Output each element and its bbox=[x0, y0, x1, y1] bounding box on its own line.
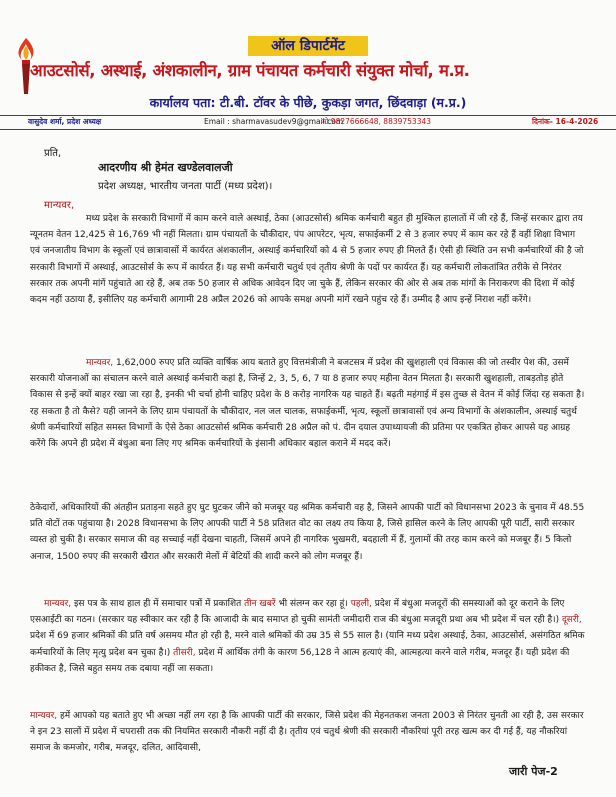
paragraph-4-text-e: प्रदेश में आर्थिक तंगी के कारण 56,128 ने आत्म हत्याएं की, आत्महत्या करने वाले गरीब, मजदूर हैं। यही प्रदेश की हकीकत है, जिसे बहुत समय तक दबाया नहीं जा सकता। bbox=[30, 647, 570, 674]
recipient-title: प्रदेश अध्यक्ष, भारतीय जनता पार्टी (मध्य प्रदेश)। bbox=[98, 181, 273, 192]
second-label: दूसरी, bbox=[561, 615, 582, 626]
third-label: तीसरी, bbox=[173, 647, 196, 658]
paragraph-3: ठेकेदारों, अधिकारियों की अंतहीन प्रताड़ना सहते हुए घुट घुटकर जीने को मजबूर यह श्रमिक कर्मचारी वह है, जिसने आपकी पार्टी को विधानसभा 2023 के चुनाव में 48.55 प्रति वोटों तक पहुंचाया है। 2028 विधानसभा के लिए आपकी पार्टी ने 58 प्रतिशत वोट का लक्ष्य तय किया है, जिसे हासिल करने के लिए आपकी पूरी पार्टी, सारी सरकार व्यस्त हो चुकी है। सरकार समाज की वह सच्चाई नहीं देखना चाहती, जिसमें अपने ही नागरिक भुखमरी, बदहाली में हैं, गुलामों की तरह काम करने को मजबूर हैं। 5 किलो अनाज, 1500 रुपए की सरकारी खैरात और सरकारी मेलों में बेटियों की शादी करने को लोग मजबूर हैं। bbox=[30, 503, 585, 562]
paragraph-1: मध्य प्रदेश के सरकारी विभागों में काम करने वाले अस्थाई, ठेका (आउटसोर्स) श्रमिक कर्मचारी बहुत ही मुश्किल हालातों में जी रहे हैं, जिन्हें सरकार द्वारा तय न्यूनतम वेतन 12,425 से 16,769 भी नहीं मिलता। ग्राम पंचायतों के चौकीदार, पंप आपरेटर, भृत्य, सफाईकर्मी 2 से 3 हजार रुपए में काम कर रहे हैं वहीं शिक्षा विभाग एवं जनजातीय विभाग के स्कूलों एवं छात्रावासों में कार्यरत अंशकालीन, अस्थाई कर्मचारियों को 4 से 5 हजार रुपए ही मिलते हैं। ऐसी ही स्थिति उन सभी कर्मचारियों की है जो सरकारी विभागों में अस्थाई, आउटसोर्स के रूप में कार्यरत हैं। यह सभी कर्मचारी चतुर्थ एवं तृतीय श्रेणी के पदों पर कार्यरत हैं। यह कर्मचारी लोकतांत्रित तरीके से निरंतर सरकार तक अपनी मांगें पहुंचाते आ रहे हैं, अब तक 50 हजार से अधिक आवेदन दिए जा चुके हैं, लेकिन सरकार की ओर से अब तक मांगों के निराकरण की दिशा में कोई कदम नहीं उठाया हैं, इसीलिए यह कर्मचारी आगामी 28 अप्रैल 2026 को आपके समक्ष अपनी मांगें रखने पहुंच रहे हैं। उम्मीद है आप इन्हें निराश नहीं करेंगे। bbox=[30, 214, 584, 306]
paragraph-4-text-c: प्रदेश में बंधुआ मजदूरों की समस्याओं को दूर कराने के लिए एसआईटी का गठन। (सरकार यह स्वीकार कर रही है कि आजादी के बाद समाप्त हो चुकी सामंती जमीदारी राज की बंधुआ मजदूरी प्रथा अब भी प्रदेश में चल रही है।) bbox=[30, 599, 565, 626]
paragraph-4 bbox=[30, 596, 586, 677]
paragraph-2 bbox=[30, 355, 586, 452]
paragraph-2-text: 1,62,000 रुपए प्रति व्यक्ति वार्षिक आय बताते हुए वित्तमंत्रीजी ने बजटसत्र में प्रदेश की खुशहाली एवं विकास की जो तस्वीर पेश की, उसमें सरकारी योजनाओं का संचालन करने वाले अस्थाई कर्मचारी कहां है, जिन्हें 2, 3, 5, 6, 7 या 8 हजार रुपए महीना वेतन मिलता है। सरकारी खुशहाली, ताबड़तोड़ होते विकास से इन्हें क्यों बाहर रखा जा रहा है, इनकी भी चर्चा होनी चाहिए प्रदेश के 8 करोड़ नागरिक यह चाहते हैं। बढ़ती महंगाई में इस तुच्छ से वेतन में कोई जिंदा रह सकता है। रह सकता है तो कैसे? यही जानने के लिए ग्राम पंचायतों के चौकीदार, नल जल चालक, सफाईकर्मी, भृत्य, स्कूलों छात्रावासों एवं अन्य विभागों के अंशकालीन, अस्थाई चतुर्थ श्रेणी कर्मचारियों सहित समस्त विभागों के ऐसे ठेका आउटसोर्स श्रमिक कर्मचारी 28 अप्रैल को पं. दीन दयाल उपाध्यायजी की प्रतिमा पर एकत्रित होकर आपसे यह आग्रह करेंगे कि अपने ही प्रदेश में बंधुआ बना लिए गए श्रमिक कर्मचारियों के इंसानी अधिकार बहाल कराने में मदद करें। bbox=[30, 358, 585, 450]
paragraph-2-lead: मान्यवर, bbox=[86, 358, 114, 368]
organization-title: आउटसोर्स, अस्थाई, अंशकालीन, ग्राम पंचायत कर्मचारी संयुक्त मोर्चा, म.प्र. bbox=[30, 61, 470, 80]
sender-name: वासुदेव शर्मा, प्रदेश अध्यक्ष bbox=[28, 117, 102, 126]
recipient-name: आदरणीय श्री हेमंत खण्डेलवालजी bbox=[98, 161, 233, 174]
first-label: पहली, bbox=[350, 599, 372, 609]
continued-label: जारी पेज-2 bbox=[509, 765, 558, 778]
banner-label: ऑल डिपार्टमेंट bbox=[248, 36, 368, 56]
paragraph-4-text-b: भी संलग्न कर रहा हूं। bbox=[275, 599, 351, 609]
news-link: तीन खबरें bbox=[244, 599, 276, 609]
letterhead bbox=[0, 0, 616, 118]
paragraph-5-lead: मान्यवर, bbox=[30, 711, 58, 721]
office-address: कार्यालय पता: टी.बी. टॉवर के पीछे, कुकड़ा जगत, छिंदवाड़ा (म.प्र.) bbox=[149, 95, 467, 110]
paragraph-4-lead: मान्यवर, bbox=[44, 599, 72, 609]
info-bar bbox=[0, 115, 616, 130]
paragraph-4-text-a: इस पत्र के साथ हाल ही में समाचार पत्रों में प्रकाशित bbox=[71, 599, 245, 609]
letter-date: दिनांक- 16-4-2026 bbox=[532, 117, 599, 126]
sender-email: Email : sharmavasudev9@gmail.com bbox=[204, 117, 344, 126]
prati-label: प्रति, bbox=[44, 148, 62, 159]
paragraph-4-text-d: प्रदेश में 69 हजार श्रमिकों की प्रति वर्ष असमय मौत हो रही है, मरने वाले श्रमिकों की उम्र 35 से 55 साल है। (यानि मध्य प्रदेश अस्थाई, ठेका, आउटसोर्स, असंगठित श्रमिक कर्मचारियों के लिए मृत्यु प्रदेश बन चुका है।) bbox=[30, 631, 585, 658]
greeting: मान्यवर, bbox=[44, 200, 75, 211]
paragraph-5 bbox=[30, 708, 586, 757]
paragraph-5-text: हमें आपको यह बताते हुए भी अच्छा नहीं लग रहा है कि आपकी पार्टी की सरकार, जिसे प्रदेश की मेहनतकश जनता 2003 से निरंतर चुनती आ रही है, उस सरकार ने इन 23 सालों में प्रदेश में चपरासी तक की नियमित सरकारी नौकरी नहीं दी है। तृतीय एवं चतुर्थ श्रेणी की सरकारी नौकरियां पूरी तरह खत्म कर दी गई हैं, यह नौकरियां समाज के कमजोर, गरीब, मजदूर, दलित, आदिवासी, bbox=[30, 711, 584, 754]
sender-mobile: मो.9827666648, 8839753343 bbox=[322, 117, 432, 126]
